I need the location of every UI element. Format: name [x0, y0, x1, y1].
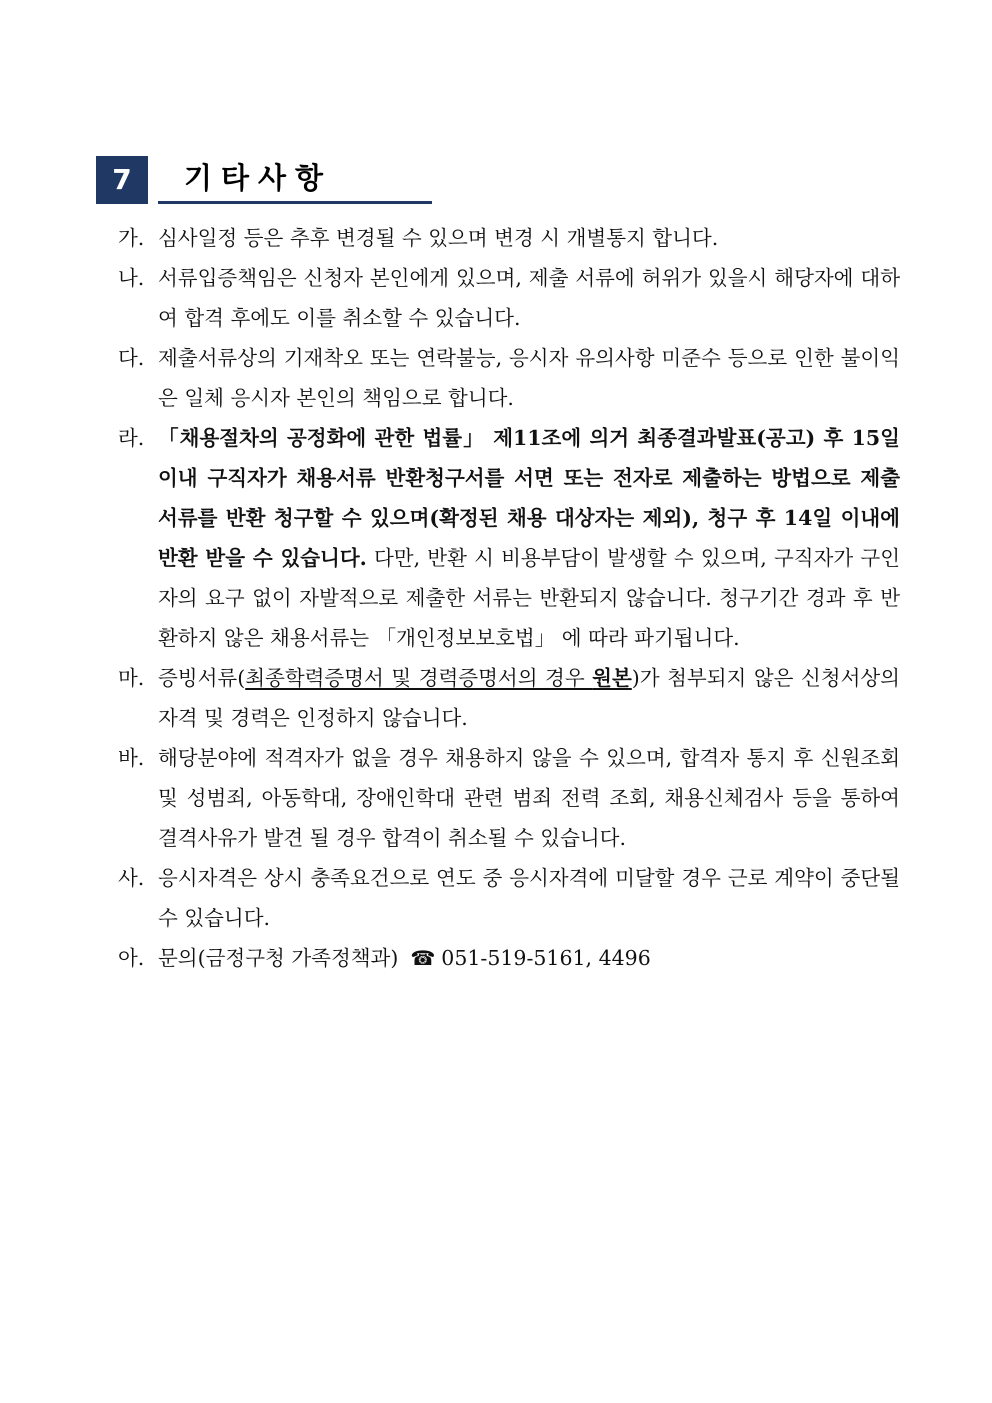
item-text: 서류입증책임은 신청자 본인에게 있으며, 제출 서류에 허위가 있을시 해당자에 대하여 합격 후에도 이를 취소할 수 있습니다.: [158, 266, 900, 330]
section-title: 기타사항: [184, 161, 333, 195]
section-number: 7: [96, 156, 148, 204]
item-marker: 아.: [118, 946, 145, 970]
notice-list: [118, 218, 900, 978]
item-pre-text: 증빙서류(: [158, 666, 246, 690]
section-heading: [96, 156, 436, 204]
underlined-bold-part: 원본: [592, 666, 632, 690]
item-marker: 바.: [118, 746, 145, 770]
title-underline: [158, 201, 432, 204]
item-post-text: )가 첨부되지 않은 신청서상의 자격 및 경력은 인정하지 않습니다.: [158, 666, 900, 730]
item-marker: 다.: [118, 346, 145, 370]
item-text: [158, 938, 900, 978]
list-item: [118, 858, 900, 938]
phone-number: 051-519-5161, 4496: [441, 946, 651, 970]
phone-icon: ☎: [410, 946, 436, 970]
list-item: [118, 418, 900, 658]
list-item: [118, 938, 900, 978]
item-marker: 가.: [118, 226, 145, 250]
list-item: [118, 738, 900, 858]
item-underlined-text: [245, 666, 632, 690]
list-item: [118, 218, 900, 258]
item-marker: 사.: [118, 866, 145, 890]
item-text: [158, 658, 900, 738]
item-text: [158, 418, 900, 658]
contact-text: 문의(금정구청 가족정책과): [158, 946, 399, 970]
list-item: [118, 258, 900, 338]
underlined-part: 최종학력증명서 및 경력증명서의 경우: [245, 666, 593, 690]
item-marker: 마.: [118, 666, 145, 690]
item-marker: 라.: [118, 426, 145, 450]
list-item: [118, 658, 900, 738]
item-text: 응시자격은 상시 충족요건으로 연도 중 응시자격에 미달할 경우 근로 계약이 중단될 수 있습니다.: [158, 866, 900, 930]
list-item: [118, 338, 900, 418]
item-marker: 나.: [118, 266, 145, 290]
item-bold-text: 「채용절차의 공정화에 관한 법률」 제11조에 의거 최종결과발표(공고) 후 15일 이내 구직자가 채용서류 반환청구서를 서면 또는 전자로 제출하는 방법으로 제출 서류를 반환 청구할 수 있으며(확정된 채용 대상자는 제외), 청구 후 14일 이내에 반환 받을 수 있습니다.: [158, 426, 900, 570]
item-plain-text: 다만, 반환 시 비용부담이 발생할 수 있으며, 구직자가 구인자의 요구 없이 자발적으로 제출한 서류는 반환되지 않습니다. 청구기간 경과 후 반환하지 않은 채용서류는 「개인정보보호법」 에 따라 파기됩니다.: [158, 546, 900, 650]
item-text: 심사일정 등은 추후 변경될 수 있으며 변경 시 개별통지 합니다.: [158, 226, 719, 250]
item-text: 해당분야에 적격자가 없을 경우 채용하지 않을 수 있으며, 합격자 통지 후 신원조회 및 성범죄, 아동학대, 장애인학대 관련 범죄 전력 조회, 채용신체검사 등을 통하여 결격사유가 발견 될 경우 합격이 취소될 수 있습니다.: [158, 746, 900, 850]
item-text: 제출서류상의 기재착오 또는 연락불능, 응시자 유의사항 미준수 등으로 인한 불이익은 일체 응시자 본인의 책임으로 합니다.: [158, 346, 900, 410]
